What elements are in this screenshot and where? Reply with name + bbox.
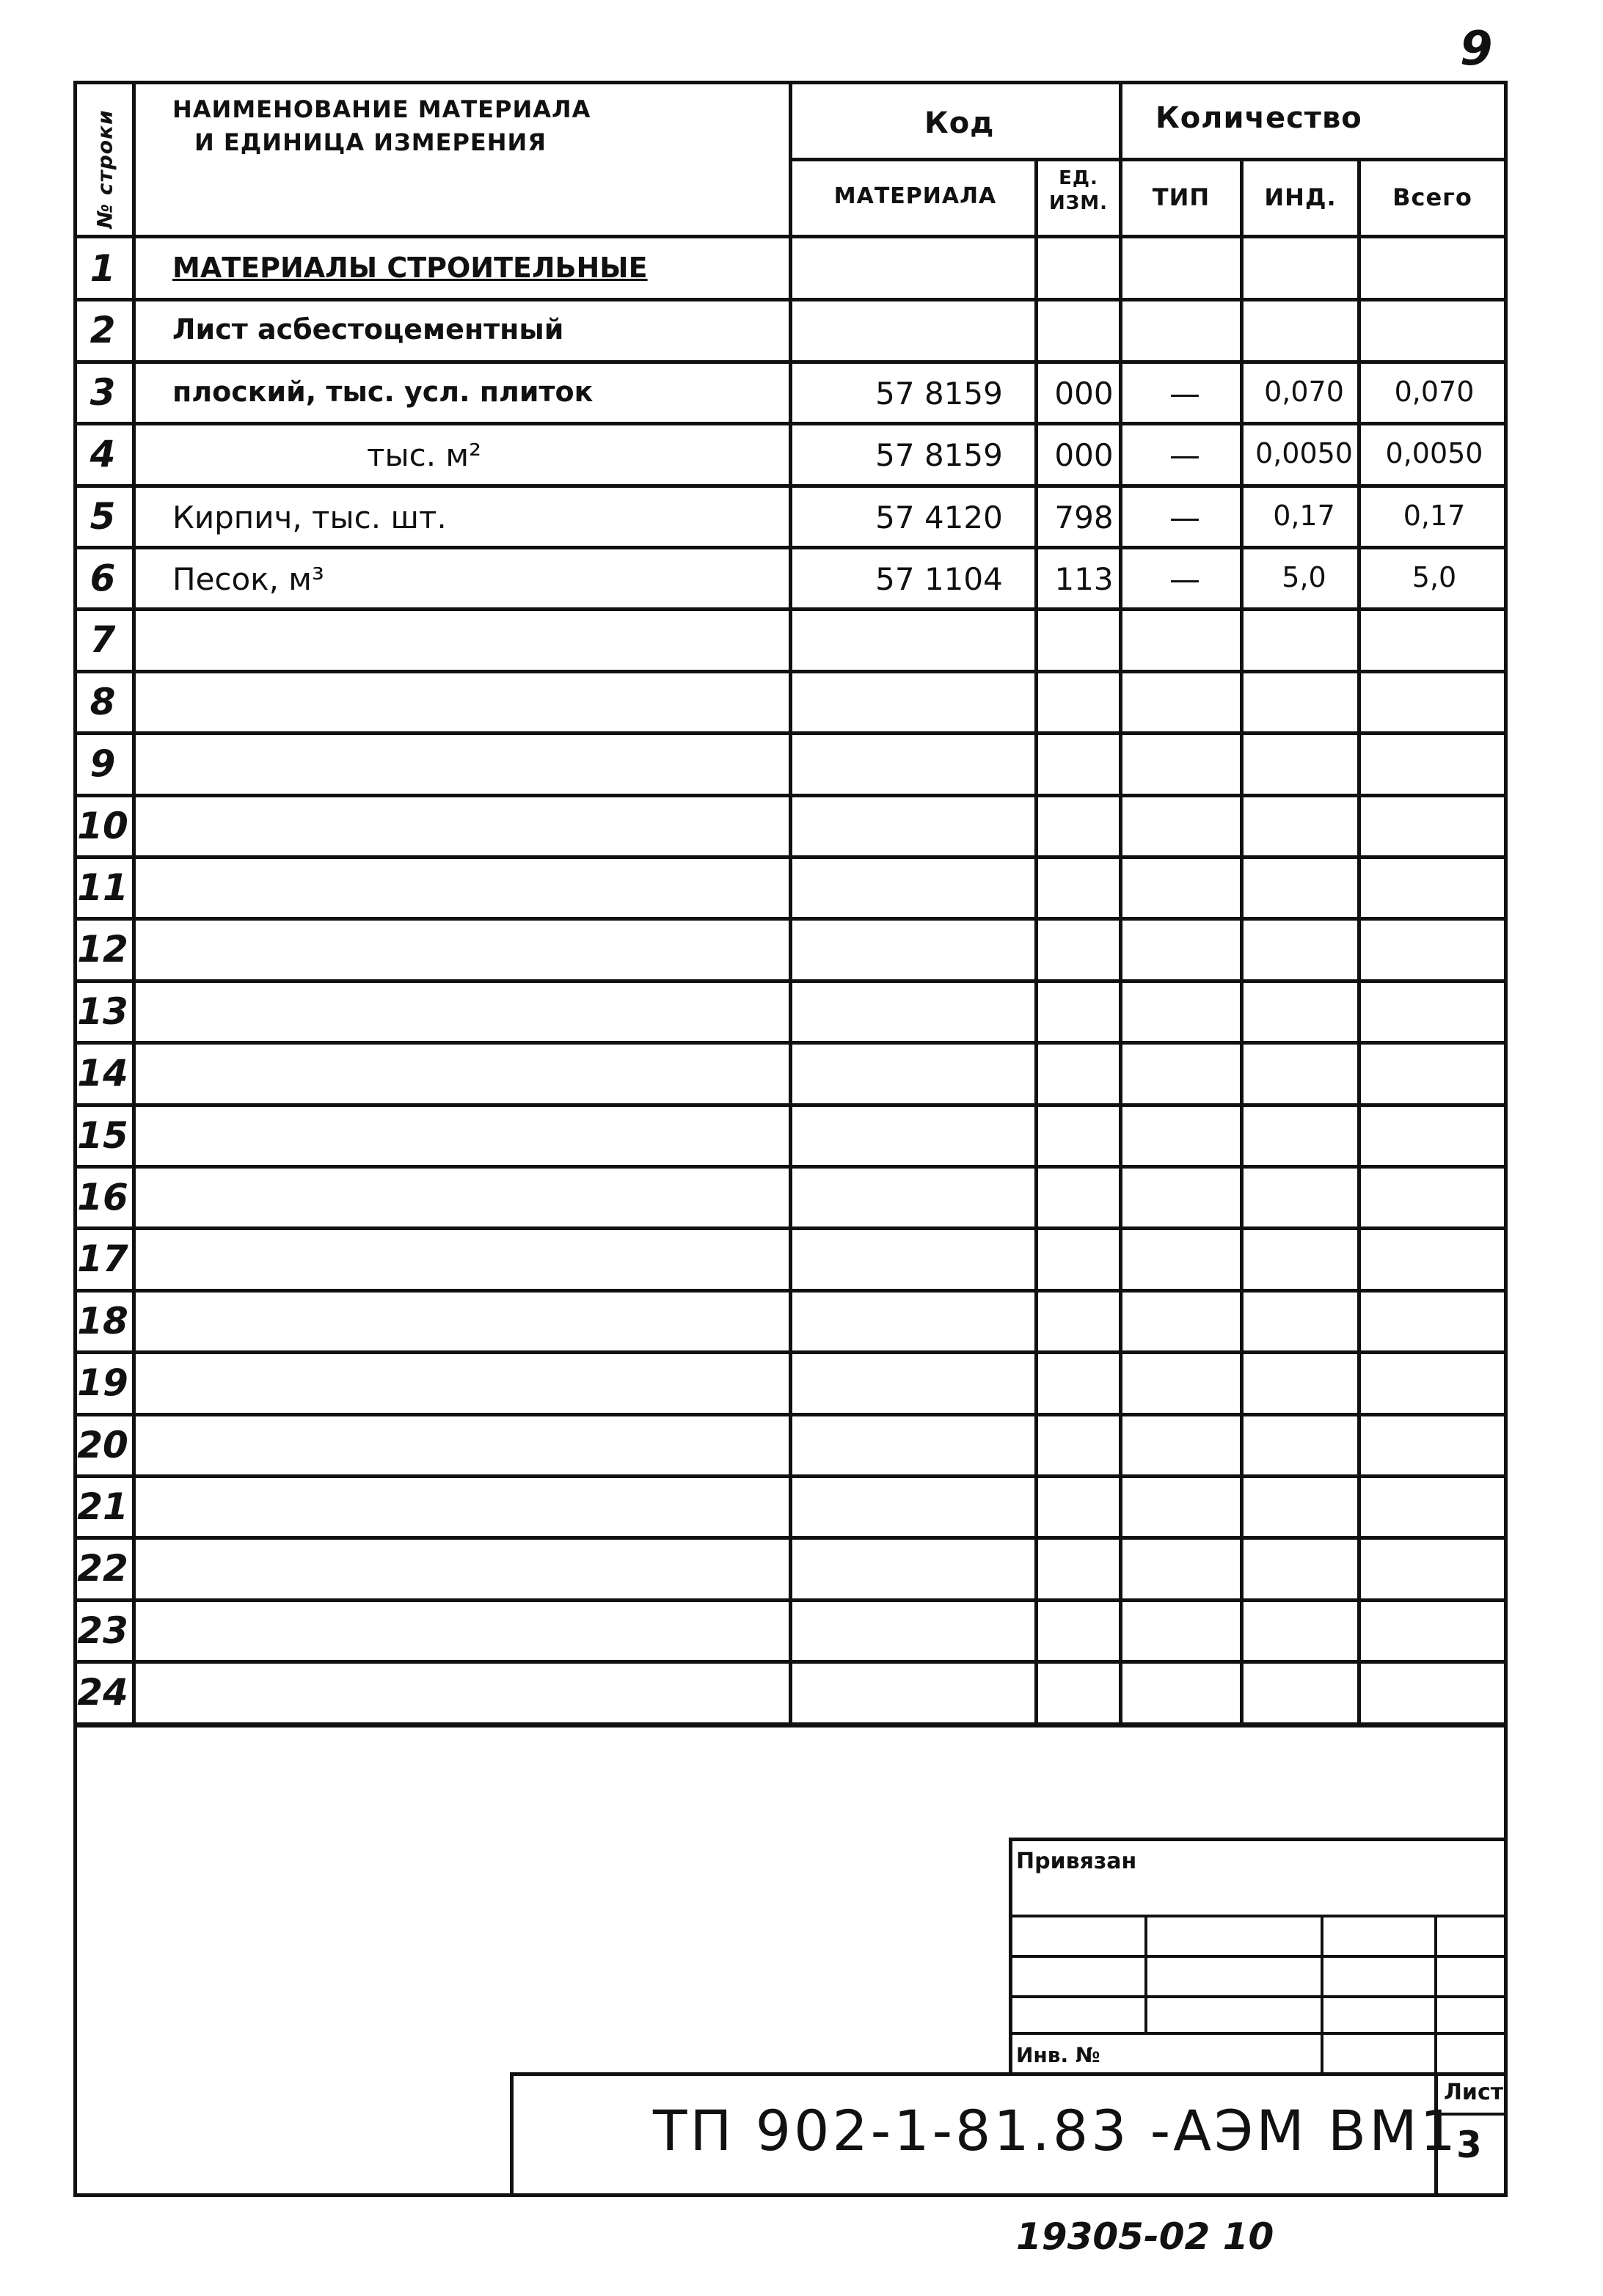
table-row	[73, 1662, 1508, 1724]
table-row	[73, 672, 1508, 734]
row-number: 7	[90, 618, 116, 662]
material-code: 57 1104	[875, 561, 1003, 597]
table-row	[73, 1538, 1508, 1600]
row-number: 6	[90, 557, 116, 599]
quantity-group-header: Количество	[1155, 101, 1362, 135]
row-number: 1	[90, 247, 116, 290]
table-row	[73, 1105, 1508, 1167]
row-number-header: № строки	[92, 109, 117, 229]
quantity-total: 5,0	[1412, 561, 1457, 593]
unit-code: 798	[1054, 499, 1114, 535]
unit-code: 000	[1054, 375, 1114, 412]
name-header-line1: НАИМЕНОВАНИЕ МАТЕРИАЛА	[172, 95, 591, 123]
unit-code: 113	[1054, 561, 1114, 597]
table-row	[73, 1353, 1508, 1414]
table-row	[73, 610, 1508, 671]
attached-label: Привязан	[1016, 1849, 1137, 1874]
material-name: МАТЕРИАЛЫ СТРОИТЕЛЬНЫЕ	[172, 252, 648, 284]
quantity-type: —	[1169, 499, 1200, 535]
sheet-number: 3	[1456, 2124, 1482, 2166]
table-row	[73, 734, 1508, 795]
row-number: 24	[77, 1671, 128, 1714]
table-row	[73, 486, 1508, 548]
quantity-individual: 0,070	[1264, 375, 1344, 408]
table-row	[73, 1043, 1508, 1105]
quantity-type: —	[1169, 375, 1200, 412]
row-number: 12	[77, 928, 128, 971]
row-number: 21	[77, 1485, 128, 1528]
quantity-total: 0,17	[1403, 499, 1466, 532]
material-code: 57 4120	[875, 499, 1003, 535]
row-number: 14	[77, 1052, 128, 1095]
row-number: 9	[90, 742, 116, 786]
quantity-total: 0,0050	[1385, 437, 1483, 470]
quantity-total: 0,070	[1394, 375, 1475, 408]
material-code: 57 8159	[875, 375, 1003, 412]
row-number: 8	[90, 680, 116, 723]
quantity-type: —	[1169, 561, 1200, 597]
table-row	[73, 1601, 1508, 1662]
document-code: ТП 902-1-81.83 -АЭМ ВМ1	[653, 2098, 1458, 2163]
material-code: 57 8159	[875, 437, 1003, 474]
name-header-line2: И ЕДИНИЦА ИЗМЕРЕНИЯ	[194, 128, 547, 156]
row-number: 5	[90, 494, 116, 538]
table-row	[73, 1415, 1508, 1477]
row-number: 17	[77, 1237, 128, 1281]
archive-number: 19305-02 10	[1016, 2215, 1274, 2258]
code-material-header: МАТЕРИАЛА	[833, 183, 997, 209]
materials-table	[73, 81, 1508, 1728]
page-number: 9	[1460, 22, 1493, 76]
material-name: Кирпич, тыс. шт.	[172, 499, 447, 535]
table-row	[73, 548, 1508, 610]
row-number: 23	[77, 1609, 128, 1652]
row-number: 3	[90, 370, 116, 414]
code-group-header: Код	[924, 106, 995, 140]
table-row	[73, 981, 1508, 1043]
material-name: тыс. м²	[367, 437, 481, 474]
row-number: 13	[77, 990, 128, 1033]
table-row	[73, 796, 1508, 858]
quantity-individual: 5,0	[1282, 561, 1326, 593]
quantity-individual: 0,17	[1273, 499, 1335, 532]
unit-code: 000	[1054, 437, 1114, 474]
sheet-label: Лист	[1444, 2080, 1504, 2105]
row-number: 10	[77, 804, 128, 847]
table-row	[73, 1477, 1508, 1538]
table-row	[73, 919, 1508, 981]
row-number: 15	[77, 1114, 128, 1157]
row-number: 19	[77, 1361, 128, 1405]
table-row	[73, 858, 1508, 919]
inventory-number-label: Инв. №	[1016, 2043, 1100, 2067]
quantity-individual: 0,0050	[1255, 437, 1353, 470]
qty-ind-header: ИНД.	[1264, 183, 1337, 211]
table-row	[73, 362, 1508, 424]
table-row	[73, 1229, 1508, 1290]
material-name: Песок, м³	[172, 561, 324, 597]
table-row	[73, 1167, 1508, 1229]
code-unit-header-line2: ИЗМ.	[1049, 192, 1108, 214]
row-number: 16	[77, 1176, 128, 1218]
material-name: Лист асбестоцементный	[172, 313, 564, 346]
row-number: 2	[90, 309, 116, 352]
row-number: 4	[90, 433, 116, 476]
material-name: плоский, тыс. усл. плиток	[172, 375, 594, 408]
code-unit-header-line1: ЕД.	[1059, 167, 1098, 189]
quantity-type: —	[1169, 437, 1200, 474]
qty-type-header: ТИП	[1152, 183, 1211, 211]
table-row	[73, 1291, 1508, 1353]
row-number: 18	[77, 1299, 128, 1342]
table-row	[73, 238, 1508, 300]
row-number: 20	[77, 1423, 128, 1466]
table-row	[73, 300, 1508, 362]
row-number: 11	[77, 866, 128, 909]
table-row	[73, 424, 1508, 486]
qty-total-header: Всего	[1392, 183, 1472, 211]
row-number: 22	[77, 1547, 128, 1590]
